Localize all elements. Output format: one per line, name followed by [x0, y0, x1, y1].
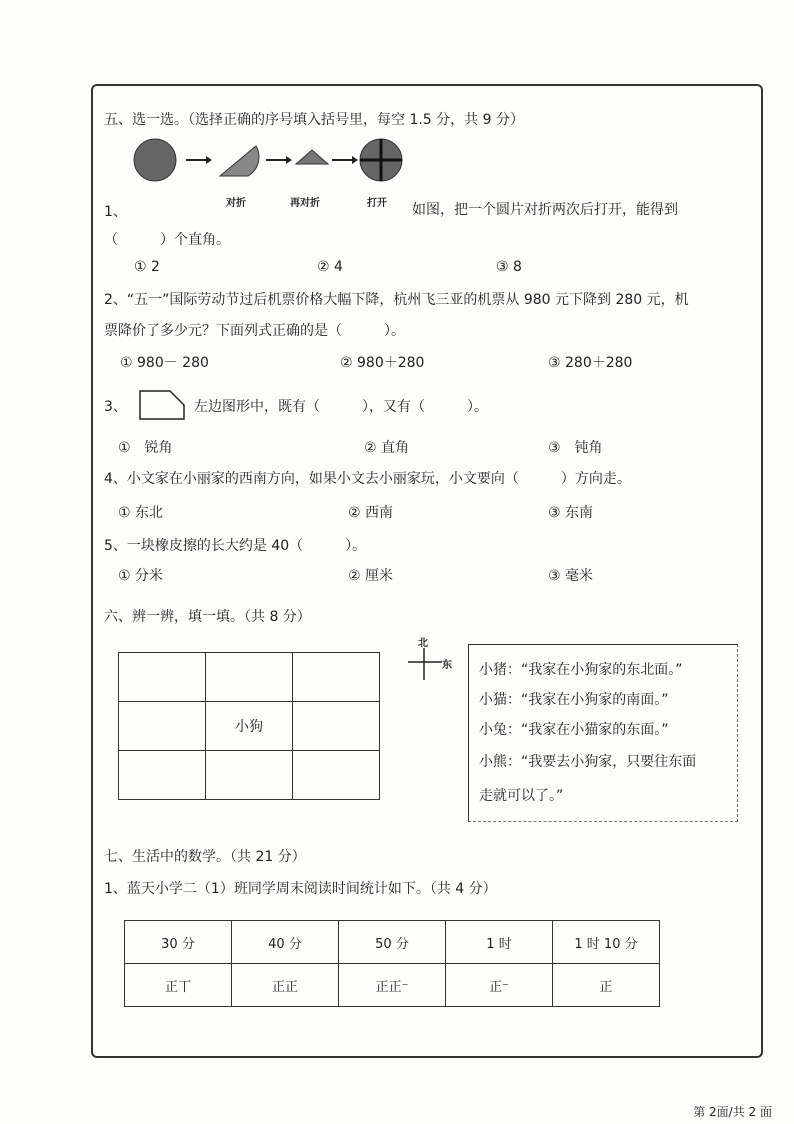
- reading-time-table: [124, 920, 660, 1007]
- q3-number: 3、: [104, 399, 127, 415]
- q4-option: ① 东北: [118, 505, 164, 521]
- q3-text: 左边图形中，既有（ ），又有（ ）。: [194, 399, 488, 415]
- table-header: 50 分: [339, 921, 446, 964]
- q1-number: 1、: [104, 204, 127, 220]
- q2-option: ③ 280＋280: [548, 355, 633, 371]
- q4-option: ② 西南: [348, 505, 394, 521]
- q1-option: ① 2: [134, 259, 160, 275]
- grid-cell: [206, 653, 293, 702]
- table-header: 1 时 10 分: [553, 921, 660, 964]
- statement-bear: 小熊：“我要去小狗家，只要往东面: [479, 754, 697, 770]
- full-circle-icon: [134, 139, 176, 181]
- arrow-icon: [332, 156, 358, 164]
- half-circle-icon: [220, 146, 259, 176]
- tally-cell: 正正⁻: [339, 964, 446, 1007]
- table-header: 40 分: [232, 921, 339, 964]
- q1-text: 如图，把一个圆片对折两次后打开，能得到: [412, 202, 678, 218]
- section6-heading: 六、辨一辨，填一填。（共 8 分）: [104, 609, 311, 625]
- direction-grid: [118, 652, 380, 800]
- compass-north-label: 北: [418, 638, 428, 649]
- q5-option: ② 厘米: [348, 568, 394, 584]
- grid-cell: [293, 702, 380, 751]
- statement-rabbit: 小兔：“我家在小猫家的东面。”: [479, 722, 669, 738]
- grid-cell: [119, 751, 206, 800]
- circle-fold-diagram: [132, 138, 412, 184]
- grid-cell: [206, 751, 293, 800]
- tally-cell: 正丅: [125, 964, 232, 1007]
- tally-cell: 正正: [232, 964, 339, 1007]
- q2-text: 2、“五一”国际劳动节过后机票价格大幅下降，杭州飞三亚的机票从 980 元下降到 280 元，机: [104, 292, 689, 308]
- q3-option: ① 锐角: [118, 440, 173, 456]
- grid-cell: [293, 653, 380, 702]
- statement-cat: 小猫：“我家在小狗家的南面。”: [479, 692, 669, 708]
- fold-label: 打开: [367, 198, 387, 209]
- quarter-circle-icon: [296, 150, 328, 164]
- q4-option: ③ 东南: [548, 505, 594, 521]
- q2-option: ② 980＋280: [340, 355, 425, 371]
- q3-option: ② 直角: [364, 440, 410, 456]
- compass-east-label: 东: [442, 660, 452, 671]
- q2-option: ① 980－ 280: [120, 355, 209, 371]
- q3-option: ③ 钝角: [548, 440, 603, 456]
- arrow-icon: [186, 156, 212, 164]
- grid-cell-dog: 小狗: [206, 702, 293, 751]
- q1-text-cont: （ ）个直角。: [104, 232, 230, 248]
- unfolded-circle-icon: [360, 139, 402, 181]
- section7-q1-text: 1、蓝天小学二（1）班同学周末阅读时间统计如下。（共 4 分）: [104, 881, 497, 897]
- animal-statements-box: [468, 644, 738, 822]
- page-number: 第 2面/共 2 面: [693, 1105, 772, 1119]
- q5-option: ① 分米: [118, 568, 164, 584]
- table-header: 30 分: [125, 921, 232, 964]
- pentagon-shape-icon: [138, 389, 186, 421]
- q1-option: ② 4: [317, 259, 343, 275]
- q2-text-cont: 票降价了多少元？下面列式正确的是（ ）。: [104, 323, 405, 339]
- fold-label: 对折: [226, 198, 246, 209]
- table-header: 1 时: [446, 921, 553, 964]
- tally-cell: 正⁻: [446, 964, 553, 1007]
- section7-heading: 七、生活中的数学。（共 21 分）: [104, 849, 306, 865]
- grid-cell: [119, 653, 206, 702]
- arrow-icon: [266, 156, 292, 164]
- grid-cell: [293, 751, 380, 800]
- grid-cell: [119, 702, 206, 751]
- q4-text: 4、小文家在小丽家的西南方向，如果小文去小丽家玩，小文要向（ ）方向走。: [104, 471, 631, 487]
- section5-heading: 五、选一选。（选择正确的序号填入括号里，每空 1.5 分，共 9 分）: [104, 112, 524, 128]
- tally-cell: 正: [553, 964, 660, 1007]
- statement-bear-cont: 走就可以了。”: [479, 788, 564, 804]
- q5-text: 5、一块橡皮擦的长大约是 40（ ）。: [104, 538, 367, 554]
- q5-option: ③ 毫米: [548, 568, 594, 584]
- statement-pig: 小猪：“我家在小狗家的东北面。”: [479, 662, 683, 678]
- q1-option: ③ 8: [496, 259, 522, 275]
- fold-label: 再对折: [290, 198, 320, 209]
